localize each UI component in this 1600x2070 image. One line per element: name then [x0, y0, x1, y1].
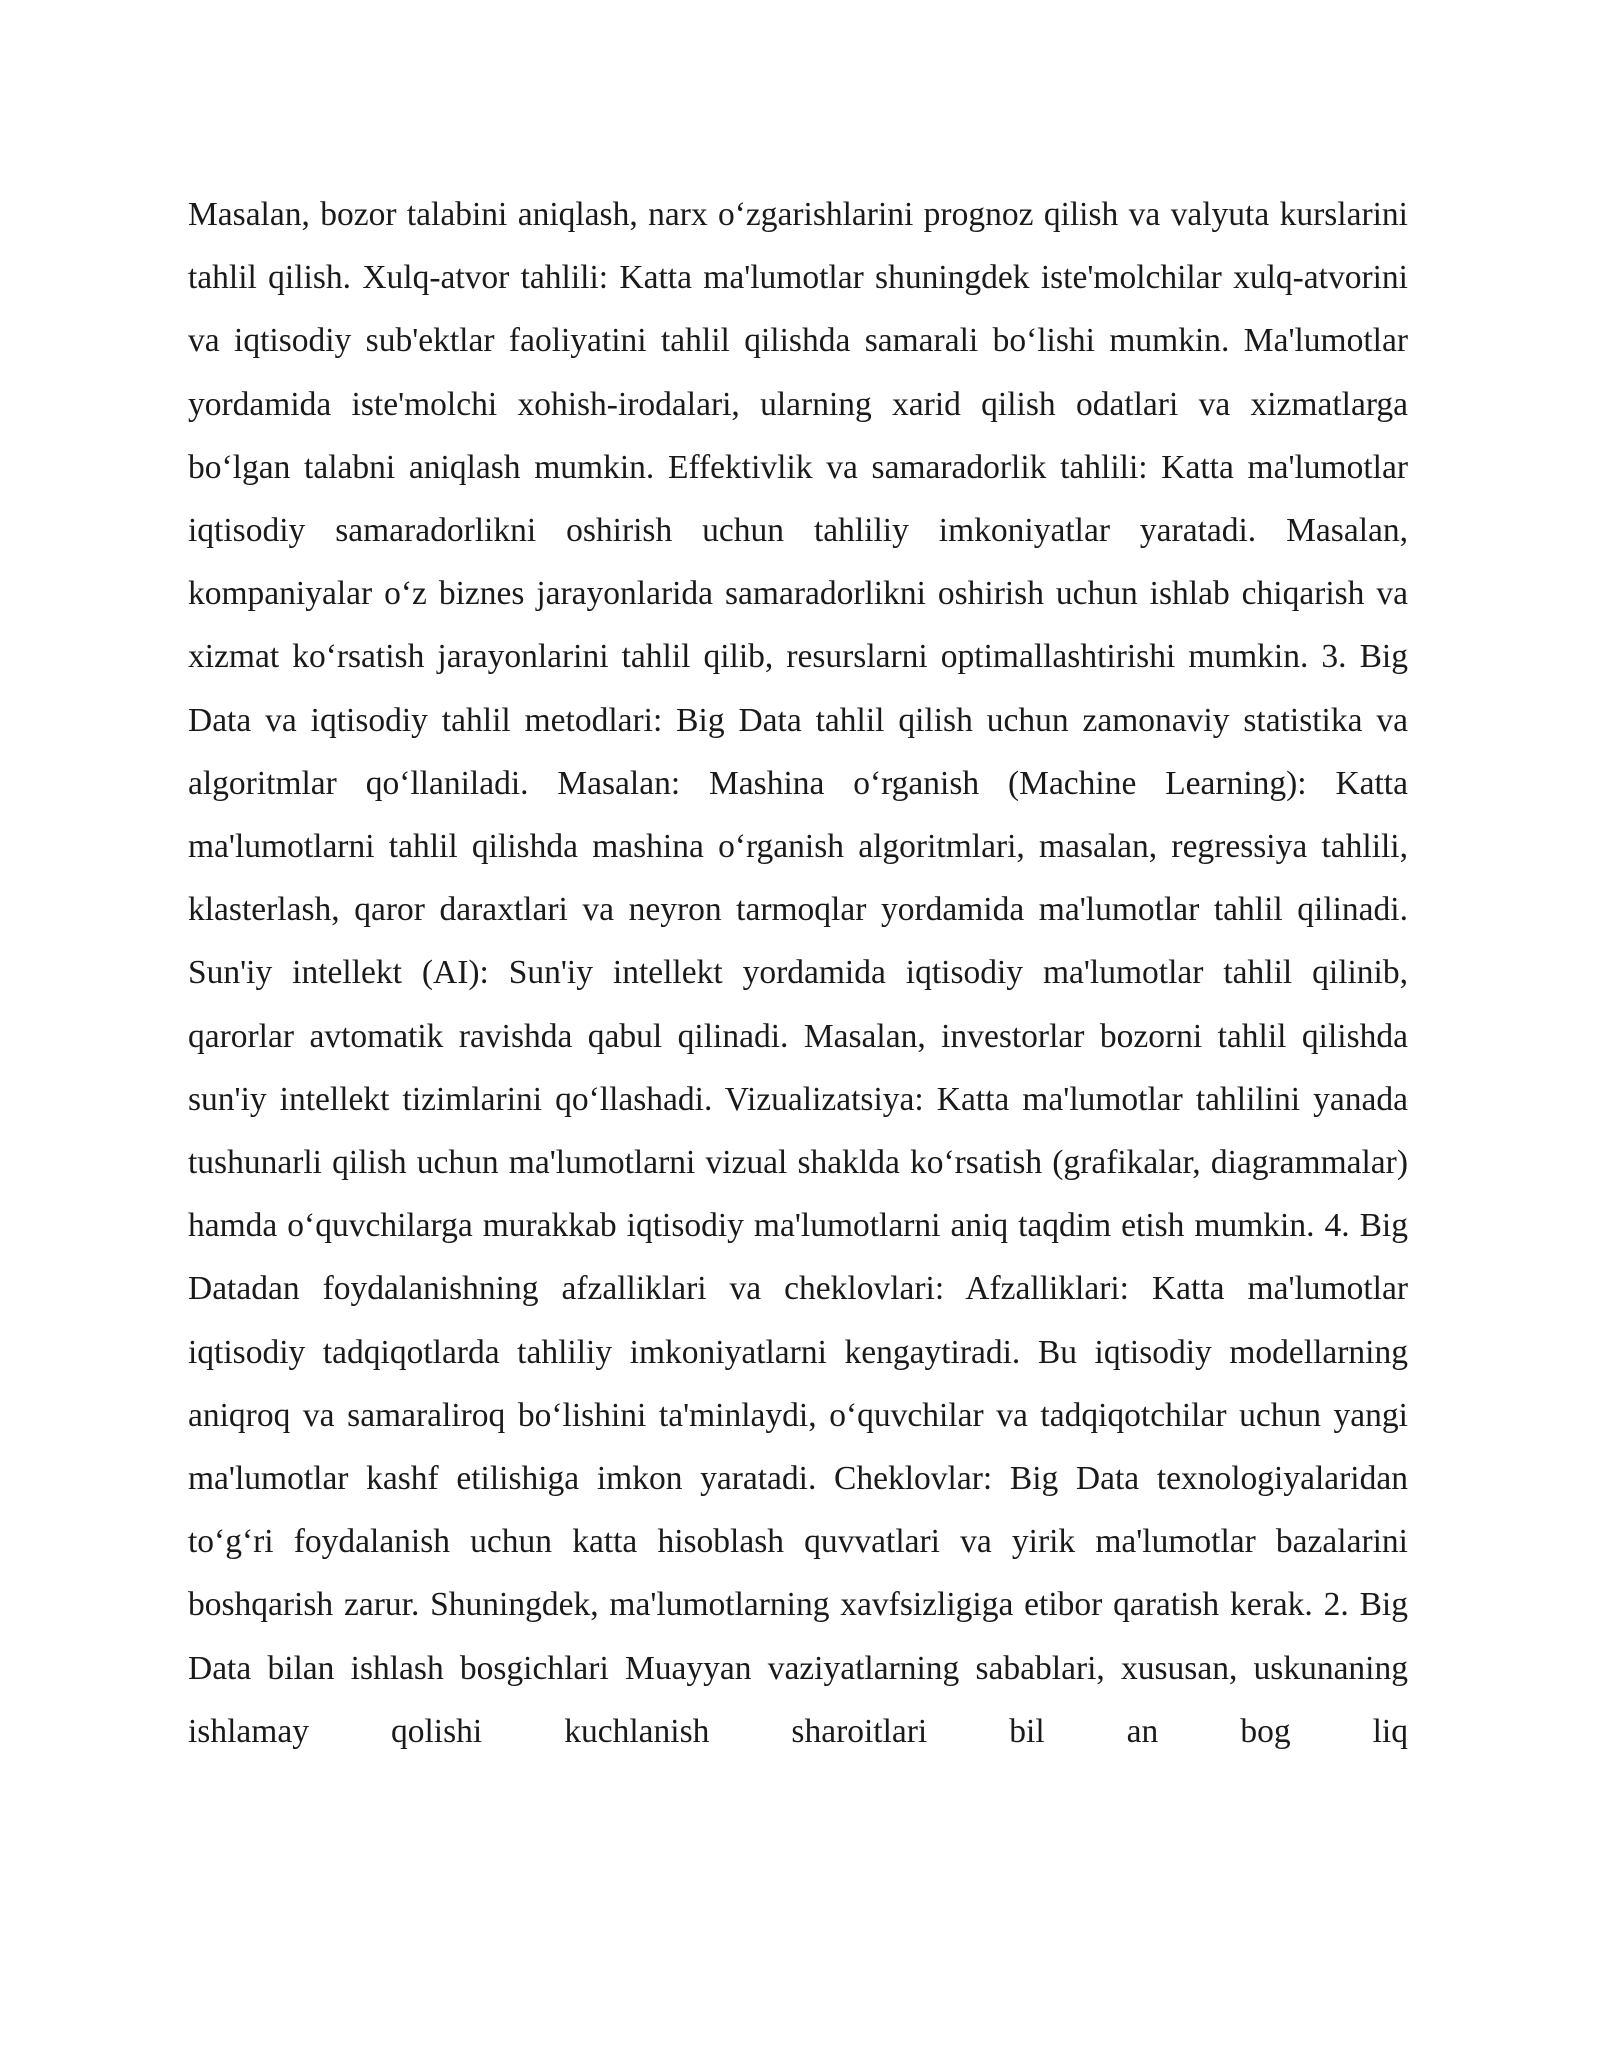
- body-paragraph: Masalan, bozor talabini aniqlash, narx o‘zgarishlarini prognoz qilish va valyuta kurslarini tahlil qilish. Xulq-atvor tahlili: Katta ma'lumotlar shuningdek iste'molchilar xulq-atvorini va iqtisodiy sub'ektlar faoliyatini tahlil qilishda samarali bo‘lishi mumkin. Ma'lumotlar yordamida iste'molchi xohish-irodalari, ularning xarid qilish odatlari va xizmatlarga bo‘lgan talabni aniqlash mumkin. Effektivlik va samaradorlik tahlili: Katta ma'lumotlar iqtisodiy samaradorlikni oshirish uchun tahliliy imkoniyatlar yaratadi. Masalan, kompaniyalar o‘z biznes jarayonlarida samaradorlikni oshirish uchun ishlab chiqarish va xizmat ko‘rsatish jarayonlarini tahlil qilib, resurslarni optimallashtirishi mumkin. 3. Big Data va iqtisodiy tahlil metodlari: Big Data tahlil qilish uchun zamonaviy statistika va algoritmlar qo‘llaniladi. Masalan: Mashina o‘rganish (Machine Learning): Katta ma'lumotlarni tahlil qilishda mashina o‘rganish algoritmlari, masalan, regressiya tahlili, klasterlash, qaror daraxtlari va neyron tarmoqlar yordamida ma'lumotlar tahlil qilinadi. Sun'iy intellekt (AI): Sun'iy intellekt yordamida iqtisodiy ma'lumotlar tahlil qilinib, qarorlar avtomatik ravishda qabul qilinadi. Masalan, investorlar bozorni tahlil qilishda sun'iy intellekt tizimlarini qo‘llashadi. Vizualizatsiya: Katta ma'lumotlar tahlilini yanada tushunarli qilish uchun ma'lumotlarni vizual shaklda ko‘rsatish (grafikalar, diagrammalar) hamda o‘quvchilarga murakkab iqtisodiy ma'lumotlarni aniq taqdim etish mumkin. 4. Big Datadan foydalanishning afzalliklari va cheklovlari: Afzalliklari: Katta ma'lumotlar iqtisodiy tadqiqotlarda tahliliy imkoniyatlarni kengaytiradi. Bu iqtisodiy modellarning aniqroq va samaraliroq bo‘lishini ta'minlaydi, o‘quvchilar va tadqiqotchilar uchun yangi ma'lumotlar kashf etilishiga imkon yaratadi. Cheklovlar: Big Data texnologiyalaridan to‘g‘ri foydalanish uchun katta hisoblash quvvatlari va yirik ma'lumotlar bazalarini boshqarish zarur. Shuningdek, ma'lumotlarning xavfsizligiga etibor qaratish kerak. 2. Big Data bilan ishlash bosgichlari Muayyan vaziyatlarning sabablari, xususan, uskunaning ishlamay qolishi kuchlanish sharoitlari bil an bog liq: [188, 196, 1408, 1750]
